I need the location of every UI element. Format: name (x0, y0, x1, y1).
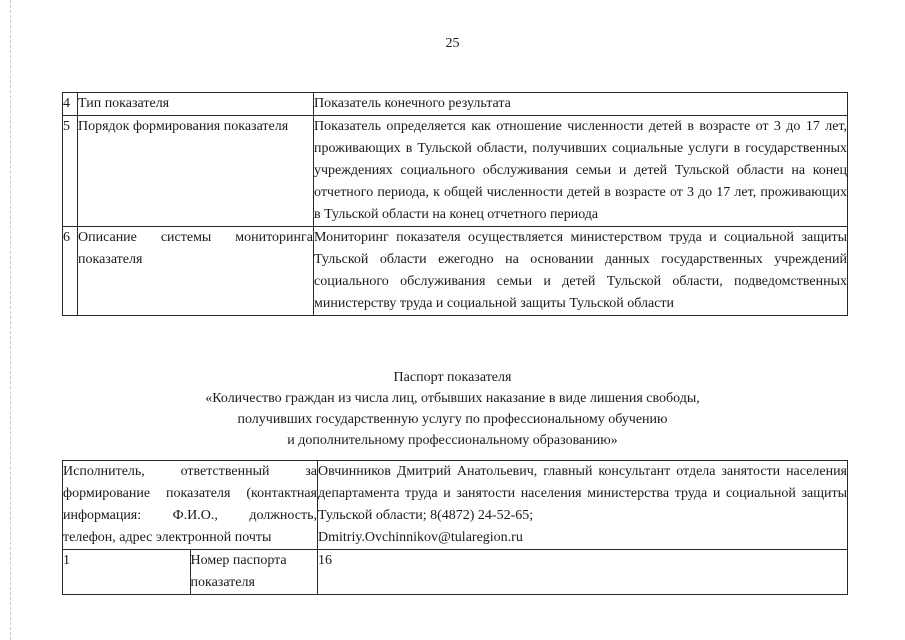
row-name: Номер паспорта показателя (190, 550, 318, 595)
executor-email: Dmitriy.Ovchinnikov@tularegion.ru (318, 530, 523, 545)
row-number: 5 (63, 116, 78, 227)
left-edge-dashes (10, 0, 12, 640)
passport-heading: Паспорт показателя (393, 370, 512, 385)
row-name: Порядок формирования показателя (78, 116, 314, 227)
indicator-table (62, 92, 848, 316)
row-value: Показатель конечного результата (314, 93, 848, 116)
row-number: 6 (63, 227, 78, 316)
passport-title-line: получивших государственную услугу по профессиональному обучению (237, 412, 668, 427)
executor-contact: Овчинников Дмитрий Анатольевич, главный консультант отдела занятости населения департамента труда и занятости населения министерства труда и социальной защиты Тульской области; 8(4872) 24-52-65; (318, 464, 847, 523)
table-row (63, 227, 848, 316)
table-row (63, 116, 848, 227)
passport-title-line: «Количество граждан из числа лиц, отбывших наказание в виде лишения свободы, (205, 391, 700, 406)
row-name: Описание системы мониторинга показателя (78, 227, 314, 316)
row-value: Мониторинг показателя осуществляется министерством труда и социальной защиты Тульской области ежегодно на основании данных государственных учреждений социального обслуживания семьи и детей Тульской области, подведомственных министерству труда и социальной защиты Тульской области (314, 227, 848, 316)
executor-value (318, 461, 848, 550)
row-value: 16 (318, 550, 848, 595)
executor-label: Исполнитель, ответственный за формирование показателя (контактная информация: Ф.И.О., должность, телефон, адрес электронной почты (63, 461, 318, 550)
table-row (63, 461, 848, 550)
table-row (63, 93, 848, 116)
passport-table (62, 460, 848, 595)
page-number: 25 (445, 36, 460, 51)
row-value: Показатель определяется как отношение численности детей в возрасте от 3 до 17 лет, проживающих в Тульской области, получивших социальные услуги в государственных учреждениях социального обслуживания семьи и детей Тульской области на конец отчетного периода, к общей численности детей в возрасте от 3 до 17 лет, проживающих в Тульской области на конец отчетного периода (314, 116, 848, 227)
row-name: Тип показателя (78, 93, 314, 116)
row-number: 4 (63, 93, 78, 116)
passport-heading-block (0, 367, 905, 451)
row-number: 1 (63, 550, 191, 595)
table-row (63, 550, 848, 595)
passport-title-line: и дополнительному профессиональному образованию» (287, 433, 618, 448)
